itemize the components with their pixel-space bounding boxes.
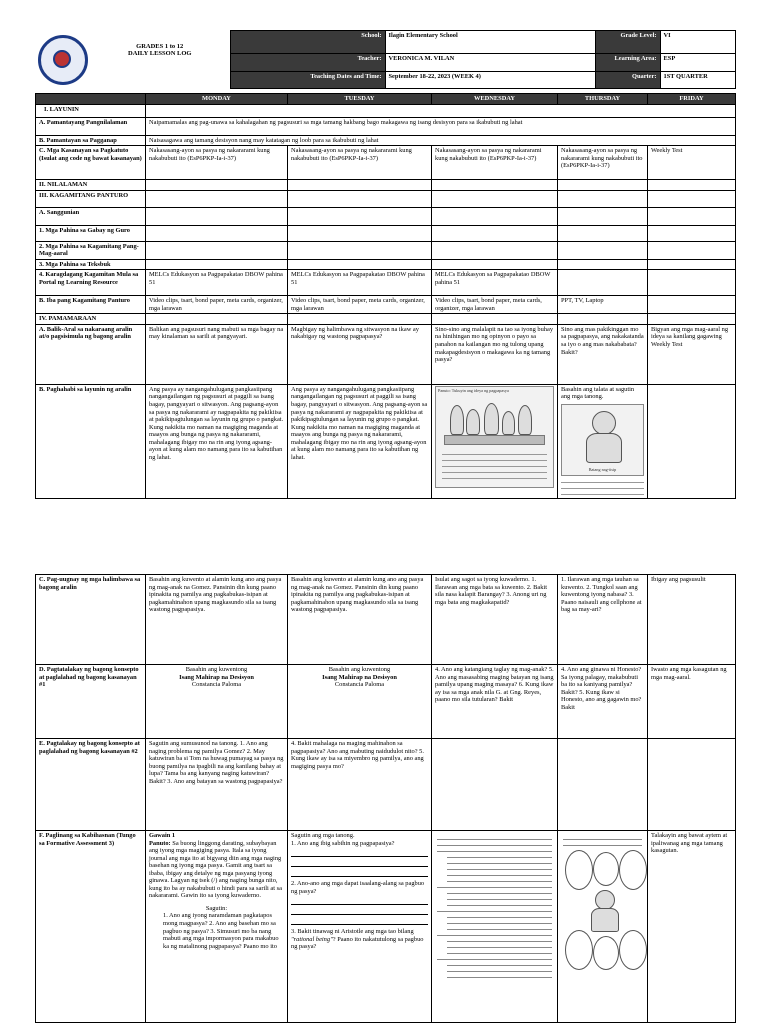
answer-line	[291, 907, 428, 915]
pag-uugnay-friday: Ibigay ang pagsusulit	[648, 575, 736, 665]
area-label: Learning Area:	[595, 54, 660, 71]
quarter-label: Quarter:	[595, 71, 660, 88]
story-author-monday: Constancia Paloma	[191, 681, 242, 689]
section-layunin: I. LAYUNIN	[36, 104, 146, 117]
dates-value: September 18-22, 2023 (WEEK 4)	[385, 71, 595, 88]
pagtatalakay-wednesday: 4. Ano ang katangiang taglay ng mag-anak? 5. Ano ang masasabing maging batayan ng isang pamilya upang maging masaya? 6. Kung ikaw ay isa sa mga anak nila G. at Gng. Reyes, paano mo sila tutularan? Bakit	[432, 665, 558, 739]
row-label-pagtalakay-2: E. Pagtalakay ng bagong konsepto at paglalahad ng bagong kasanayan #2	[36, 739, 146, 831]
row-label-pag-uugnay: C. Pag-uugnay ng mga halimbawa sa bagong aralin	[36, 575, 146, 665]
row-label-iba-pang-kagamitan: B. Iba pang Kagamitang Panturo	[36, 296, 146, 314]
form-title-dll: DAILY LESSON LOG	[128, 50, 192, 58]
pagtatalakay-thursday: 4. Ano ang ginawa ni Honesto? Sa iyong palagay, makabubuti ba ito sa kaniyang pamilya? Bakit? 5. Kung ikaw si Honesto, ano ang gagawin mo? Bakit	[558, 665, 648, 739]
paglinang-monday	[146, 831, 288, 1023]
pagtatalakay-friday: Iwasto ang mga kasagutan ng mga mag-aaral.	[648, 665, 736, 739]
pagtalakay-2-monday: Sagutin ang sumusunod na tanong. 1. Ano ang naging problema ng pamilya Gomez? 2. May katuwiran ba si Tom na huwag pumayag sa pasya ng buong pamilya na ipagbili na ang kanilang bahay at lupa? Tama ba ang kanyang naging katuwiran? Bakit? 3. Ano ang batayan sa wastong pagpapasiya?	[146, 739, 288, 831]
panuto-label: Panuto:	[149, 839, 171, 847]
balik-aral-tuesday: Magbigay ng halimbawa ng sitwasyon na ikaw ay nakabigay ng wastong pagpapasya?	[288, 324, 432, 384]
lesson-table-page-2	[35, 574, 736, 1023]
pamantayan-sa-pagganap-text: Naisasagawa ang tamang desisyon nang may katatagan ng loob para sa ikabubuti ng lahat	[146, 135, 736, 146]
learning-resource-wednesday: MELCs Edukasyon sa Pagpapakatao DBOW pahina 51	[432, 270, 558, 296]
thinking-child-image	[561, 404, 644, 476]
grade-value: VI	[660, 31, 735, 54]
section-kagamitang-panturo: III. KAGAMITANG PANTURO	[36, 190, 146, 207]
question-1: 1. Ano ang ibig sabihin ng pagpapasiya?	[291, 839, 395, 847]
pag-uugnay-thursday: 1. Ilarawan ang mga tauhan sa kuwento. 2. Tungkol saan ang kuwentong iyong nabasa? 3. Paano naisauli ang cellphone at bag sa may-ari?	[558, 575, 648, 665]
story-monday	[146, 665, 288, 739]
answer-line	[291, 869, 428, 877]
quarter-value: 1ST QUARTER	[660, 71, 735, 88]
section-pamamaraan: IV. PAMAMARAAN	[36, 314, 146, 325]
row-label-kasanayan: C. Mga Kasanayan sa Pagkatuto (Isulat ang code ng bawat kasanayan)	[36, 146, 146, 180]
paglinang-thursday	[558, 831, 648, 1023]
lesson-log-page-1	[35, 30, 735, 499]
story-intro-tuesday: Basahin ang kuwentong	[328, 666, 391, 673]
sagutin-label: Sagutin:	[205, 904, 228, 912]
section-nilalaman: II. NILALAMAN	[36, 180, 146, 191]
form-title-grades: GRADES 1 to 12	[136, 42, 184, 50]
paghahabi-monday: Ang pasya ay nangangahulugang pangkasiipang nangangailangan ng pagsusuri at paggili sa isang bagay, pangyayari o sitwasyon. Ang pagsang-ayon sa pasya ng nakararami ay nagpapakita ng pakikiisa at pakikipagtulungan sa layunin ng grupo o pangkat. Kung nakikita mo naman na magiging maganda at maayos ang bunga ng pasya ng nakararami, mahalagang ibigay mo na rin ang iyong agsang-ayon at kung alam mo namang para ito sa kabutihan ng lahat.	[146, 384, 288, 498]
story-tuesday	[288, 665, 432, 739]
day-tuesday: TUESDAY	[288, 94, 432, 105]
story-title-monday: Isang Mahirap na Desisyon	[179, 673, 254, 681]
paghahabi-wednesday	[432, 384, 558, 498]
day-monday: MONDAY	[146, 94, 288, 105]
lesson-log-page-2	[35, 574, 735, 1023]
dates-label: Teaching Dates and Time:	[230, 71, 385, 88]
row-label-paghahabi: B. Paghahabi sa layunin ng aralin	[36, 384, 146, 498]
paglinang-tuesday	[288, 831, 432, 1023]
day-wednesday: WEDNESDAY	[432, 94, 558, 105]
grade-label: Grade Level:	[595, 31, 660, 54]
kasanayan-friday: Weekly Test	[648, 146, 736, 180]
day-thursday: THURSDAY	[558, 94, 648, 105]
learning-resource-monday: MELCs Edukasyon sa Pagpapakatao DBOW pahina 51	[146, 270, 288, 296]
balik-aral-wednesday: Sino-sino ang malalapit na tao sa iyong buhay na hinihingan mo ng opinyon o payo sa panahon na kailangan mo ng tulong upang makapagdesisyon o makagawa ka ng tamang pasya?	[432, 324, 558, 384]
answer-line	[291, 897, 428, 905]
learning-resource-tuesday: MELCs Edukasyon sa Pagpapakatao DBOW pahina 51	[288, 270, 432, 296]
paglinang-tuesday-intro: Sagutin ang mga tanong.	[291, 832, 355, 839]
image-caption-wednesday: Panuto: Tukuyin ang ideya ng pagpapasya	[438, 387, 509, 393]
story-intro-monday: Basahin ang kuwentong	[185, 666, 248, 673]
thought-bubbles-image	[561, 832, 644, 1016]
paghahabi-tuesday: Ang pasya ay nangangahulugang pangkasiipang nangangailangan ng pagsusuri at paggili sa isang bagay, pangyayari o sitwasyon. Ang pagsang-ayon sa pasya ng nakararami ay nagpapakita ng pakikiisa at pakikipagtulungan sa layunin ng grupo o pangkat. Kung nakikita mo naman na magiging maganda at maayos ang bunga ng pasya ng nakararami, mahalagang ibigay mo na rin ang iyong agsang-ayon at kung alam mo namang para ito sa kabutihan ng lahat.	[288, 384, 432, 498]
kasanayan-monday: Nakasasang-ayon sa pasya ng nakararami kung nakabubuti ito (EsP6PKP-Ia-i-37)	[146, 146, 288, 180]
header-table	[35, 30, 736, 89]
row-label-pamantayang-pangnilalaman: A. Pamantayang Pangnilalaman	[36, 117, 146, 135]
row-label-paglinang: F. Paglinang sa Kabihasnan (Tungo sa Formative Assessment 3)	[36, 831, 146, 1023]
row-label-balik-aral: A. Balik-Aral sa nakaraang aralin at/o pagsisimula ng bagong aralin	[36, 324, 146, 384]
story-author-tuesday: Constancia Paloma	[334, 681, 385, 689]
question-2: 2. Ano-ano ang mga dapat isaalang-alang sa pagbuo ng pasya?	[291, 880, 425, 895]
iba-pang-kagamitan-wednesday: Video clips, tsart, bond paper, meta cards, organizer, mga larawan	[432, 296, 558, 314]
pag-uugnay-tuesday: Basahin ang kuwento at alamin kung ano ang pasya ng mag-anak na Gomez. Pansinin din kung paano ipinakita ng pamilya ang pagkabukas-isipan at pagkamahinahon upang magkasundo sila sa isang wastong pagpapasiya.	[288, 575, 432, 665]
iba-pang-kagamitan-tuesday: Video clips, tsart, bond paper, meta cards, organizer, mga larawan	[288, 296, 432, 314]
balik-aral-friday: Bigyan ang mga mag-aaral ng ideya sa kanilang gagawing Weekly Test	[648, 324, 736, 384]
pag-uugnay-wednesday: Isulat ang sagot sa iyong kuwaderno. 1. Ilarawan ang mga bata sa kuwento. 2. Bakit sila nasa kalapit Barangay? 3. Anong uri ng mga bata ang magkakapatid?	[432, 575, 558, 665]
pagtalakay-2-tuesday: 4. Bakit mahalaga na maging mahinahon sa pagpapasiya? Ano ang mabuting naidudulot nito? 5. Kung ikaw ay isa sa miyembro ng pamilya, ano ang magiging pasya mo?	[288, 739, 432, 831]
deped-seal	[35, 31, 90, 89]
balik-aral-thursday: Sino ang mas pakikinggan mo sa pagpapasya, ang nakakatanda sa iyo o ang mas nakababata? Bakit?	[558, 324, 648, 384]
teacher-value: VERONICA M. VILAN	[385, 54, 595, 71]
row-label-sanggunian: A. Sanggunian	[36, 207, 146, 225]
answer-line	[291, 849, 428, 857]
question-3: 3. Bakit tinawag ni Aristotle ang mga tao bilang "rational being"? Paano ito nakatutulong sa pagbuo ng pasya?	[291, 928, 424, 951]
family-discussion-image	[435, 386, 554, 488]
balik-aral-monday: Balikan ang pagsusuri nang mabuti sa mga bagay na may kinalaman sa sarili at pangyayari.	[146, 324, 288, 384]
pamantayang-pangnilalaman-text: Naipamamalas ang pag-unawa sa kahalagahan ng pagsusuri sa mga tamang hakbang bago makagawa ng isang desisyon para sa ikabubuti ng lahat	[146, 117, 736, 135]
kasanayan-thursday: Nakasasang-ayon sa pasya ng nakararami kung nakabubuti ito (EsP6PKP-Ia-i-37)	[558, 146, 648, 180]
row-label-pamantayan-sa-pagganap: B. Pamantayan sa Pagganap	[36, 135, 146, 146]
row-label-kagamitang-mag-aaral: 2. Mga Pahina sa Kagamitang Pang- Mag-aaral	[36, 241, 146, 259]
paglinang-wednesday	[432, 831, 558, 1023]
pag-uugnay-monday: Basahin ang kuwento at alamin kung ano ang pasya ng mag-anak na Gomez. Pansinin din kung paano ipinakita ng pamilya ang pagkabukas-isipan at pagkamahinahon upang magkasundo sila sa isang wastong pagpapasiya.	[146, 575, 288, 665]
day-friday: FRIDAY	[648, 94, 736, 105]
image-caption-thursday: Batang nag-iisip	[588, 467, 617, 473]
iba-pang-kagamitan-monday: Video clips, tsart, bond paper, meta cards, organizer, mga larawan	[146, 296, 288, 314]
answer-line	[291, 917, 428, 925]
iba-pang-kagamitan-thursday: PPT, TV, Laptop	[558, 296, 648, 314]
teacher-label: Teacher:	[230, 54, 385, 71]
gawain-title: Gawain 1	[149, 832, 176, 839]
paghahabi-thursday-text: Basahin ang talata at sagutin ang mga tanong.	[561, 385, 635, 401]
kasanayan-wednesday: Nakasasang-ayon sa pasya ng nakararami kung nakabubuti ito (EsP6PKP-Ia-i-37)	[432, 146, 558, 180]
gawain-questions: 1. Ano ang iyong naramdaman pagkatapos mong magpasya? 2. Ano ang basehan mo sa pagbuo ng pasya? 3. Simusuri mo ba nang mabuti ang mga impormasyon para makabuo ka ng matalinong pagpapasya? Paano mo ito	[163, 912, 279, 950]
lesson-table-page-1	[35, 93, 736, 499]
row-label-learning-resource: 4. Karagdagang Kagamitan Mula sa Portal ng Learning Resource	[36, 270, 146, 296]
paglinang-friday: Talakayin ang bawat aytem at ipaliwanag ang mga tamang kasagutan.	[648, 831, 736, 1023]
paghahabi-thursday	[558, 384, 648, 498]
row-label-pagtatalakay-1: D. Pagtatalakay ng bagong konsepto at paglalahad ng bagong kasanayan #1	[36, 665, 146, 739]
row-label-gabay-ng-guro: 1. Mga Pahina sa Gabay ng Guro	[36, 225, 146, 241]
kasanayan-tuesday: Nakasasang-ayon sa pasya ng nakararami kung nakabubuti ito (EsP6PKP-Ia-i-37)	[288, 146, 432, 180]
school-label: School:	[230, 31, 385, 54]
worksheet-image	[435, 832, 554, 1016]
area-value: ESP	[660, 54, 735, 71]
gawain-instructions: Sa buong linggong darating, subaybayan ang iyong mga magiging pasya. Itala sa iyong journal ang mga ito at bigyang diin ang mga naging basehan ng iyong mga pasya. Gamit ang tsart sa ibaba, ibigay ang detalye ng mga pasyang iyong ginawa. Lagyan ng tsek (/) ang naging bunga nito, kung ito ba ay nakabubuti o hindi para sa sarili at sa nakararami. Gawin ito sa iyong kuwaderno.	[149, 839, 282, 900]
story-title-tuesday: Isang Mahirap na Desisyon	[322, 673, 397, 681]
row-label-teksbuk: 3. Mga Pahina sa Teksbuk	[36, 259, 146, 270]
school-value: Ilagin Elementary School	[385, 31, 595, 54]
answer-line	[291, 859, 428, 867]
